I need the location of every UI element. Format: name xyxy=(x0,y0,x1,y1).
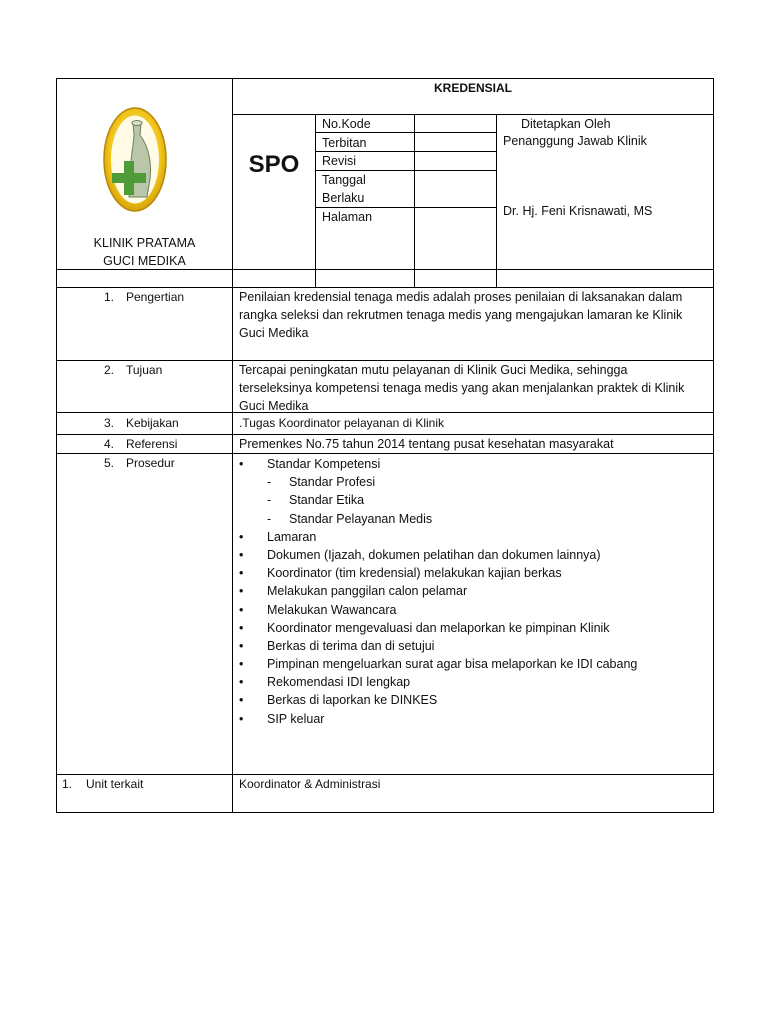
list-item: • Lamaran xyxy=(239,529,317,544)
approval-line2: Penanggung Jawab Klinik xyxy=(503,134,647,148)
clinic-logo xyxy=(103,107,167,212)
row-num-pengertian: 1. xyxy=(104,290,115,304)
list-item: • Melakukan Wawancara xyxy=(239,602,397,617)
bullet-icon: • xyxy=(239,566,244,581)
bullet-icon: • xyxy=(239,693,244,708)
bullet-icon: • xyxy=(239,638,244,653)
clinic-name-line2: GUCI MEDIKA xyxy=(103,254,186,268)
row-label-unit: Unit terkait xyxy=(86,777,144,791)
list-item: • Standar Kompetensi xyxy=(239,457,381,471)
list-item: • Berkas di laporkan ke DINKES xyxy=(239,693,438,708)
guci-logo-icon xyxy=(103,107,167,212)
table-border-left xyxy=(56,78,57,813)
bullet-icon: • xyxy=(239,675,244,690)
list-item: • Dokumen (Ijazah, dokumen pelatihan dan dokumen lainnya) xyxy=(239,547,601,562)
list-item: • Koordinator (tim kredensial) melakukan kajian berkas xyxy=(239,566,562,581)
meta-label-nokode: No.Kode xyxy=(322,117,371,131)
meta-label-divider xyxy=(414,114,415,288)
bullet-icon: • xyxy=(239,584,244,599)
row-label-prosedur: Prosedur xyxy=(126,456,175,470)
list-item: • Koordinator mengevaluasi dan melaporkan ke pimpinan Klinik xyxy=(239,620,610,635)
unit-text: Koordinator & Administrasi xyxy=(239,777,381,791)
bullet-icon: • xyxy=(239,711,244,726)
row-label-pengertian: Pengertian xyxy=(126,290,185,304)
bullet-icon: • xyxy=(239,457,244,471)
list-item: - Standar Profesi xyxy=(267,475,376,490)
table-border-bottom xyxy=(56,812,714,813)
meta-label-halaman: Halaman xyxy=(322,210,373,224)
row-num-tujuan: 2. xyxy=(104,363,115,377)
list-item: • Berkas di terima dan di setujui xyxy=(239,638,435,653)
row-num-referensi: 4. xyxy=(104,437,115,451)
list-item: • Pimpinan mengeluarkan surat agar bisa melaporkan ke IDI cabang xyxy=(239,657,638,672)
document-title: KREDENSIAL xyxy=(433,81,512,95)
approver-name: Dr. Hj. Feni Krisnawati, MS xyxy=(503,204,653,218)
bullet-icon: • xyxy=(239,620,244,635)
meta-label-revisi: Revisi xyxy=(322,154,357,168)
tujuan-text: Tercapai peningkatan mutu pelayanan di Klinik Guci Medika, sehingga terseleksinya kompetensi tenaga medis yang akan menjalankan praktek di Klinik Guci Medika xyxy=(239,363,685,413)
clinic-name-line1: KLINIK PRATAMA xyxy=(93,236,196,250)
row-line-prosedur xyxy=(56,774,714,775)
list-item: • SIP keluar xyxy=(239,711,325,726)
meta-value-divider xyxy=(496,114,497,288)
bullet-icon: • xyxy=(239,602,244,617)
spo-label: SPO xyxy=(248,151,300,178)
dash-icon: - xyxy=(267,493,272,508)
table-border-right xyxy=(713,78,714,813)
referensi-text: Premenkes No.75 tahun 2014 tentang pusat kesehatan masyarakat xyxy=(239,437,614,451)
list-item: - Standar Etika xyxy=(267,493,365,508)
approval-line1: Ditetapkan Oleh xyxy=(521,117,611,131)
meta-label-terbitan: Terbitan xyxy=(322,136,367,150)
row-label-tujuan: Tujuan xyxy=(126,363,163,377)
title-row-line xyxy=(232,114,714,115)
row-num-prosedur: 5. xyxy=(104,456,115,470)
list-item: - Standar Pelayanan Medis xyxy=(267,511,433,526)
meta-label-tanggal-berlaku: Tanggal Berlaku xyxy=(322,173,366,205)
spo-divider xyxy=(315,114,316,288)
dash-icon: - xyxy=(267,475,272,490)
row-label-referensi: Referensi xyxy=(126,437,178,451)
bullet-icon: • xyxy=(239,529,244,544)
list-item: • Rekomendasi IDI lengkap xyxy=(239,675,411,690)
prosedur-list xyxy=(239,455,709,728)
column-divider xyxy=(232,78,233,813)
row-label-kebijakan: Kebijakan xyxy=(126,416,179,430)
kebijakan-text: .Tugas Koordinator pelayanan di Klinik xyxy=(239,416,445,430)
row-num-unit: 1. xyxy=(62,777,73,791)
bullet-icon: • xyxy=(239,657,244,672)
list-item: • Melakukan panggilan calon pelamar xyxy=(239,584,468,599)
dash-icon: - xyxy=(267,511,272,526)
bullet-icon: • xyxy=(239,547,244,562)
pengertian-text: Penilaian kredensial tenaga medis adalah proses penilaian di laksanakan dalam rangka seleksi dan rekrutmen tenaga medis yang mengajukan lamaran ke Klinik Guci Medika xyxy=(239,290,683,340)
row-num-kebijakan: 3. xyxy=(104,416,115,430)
